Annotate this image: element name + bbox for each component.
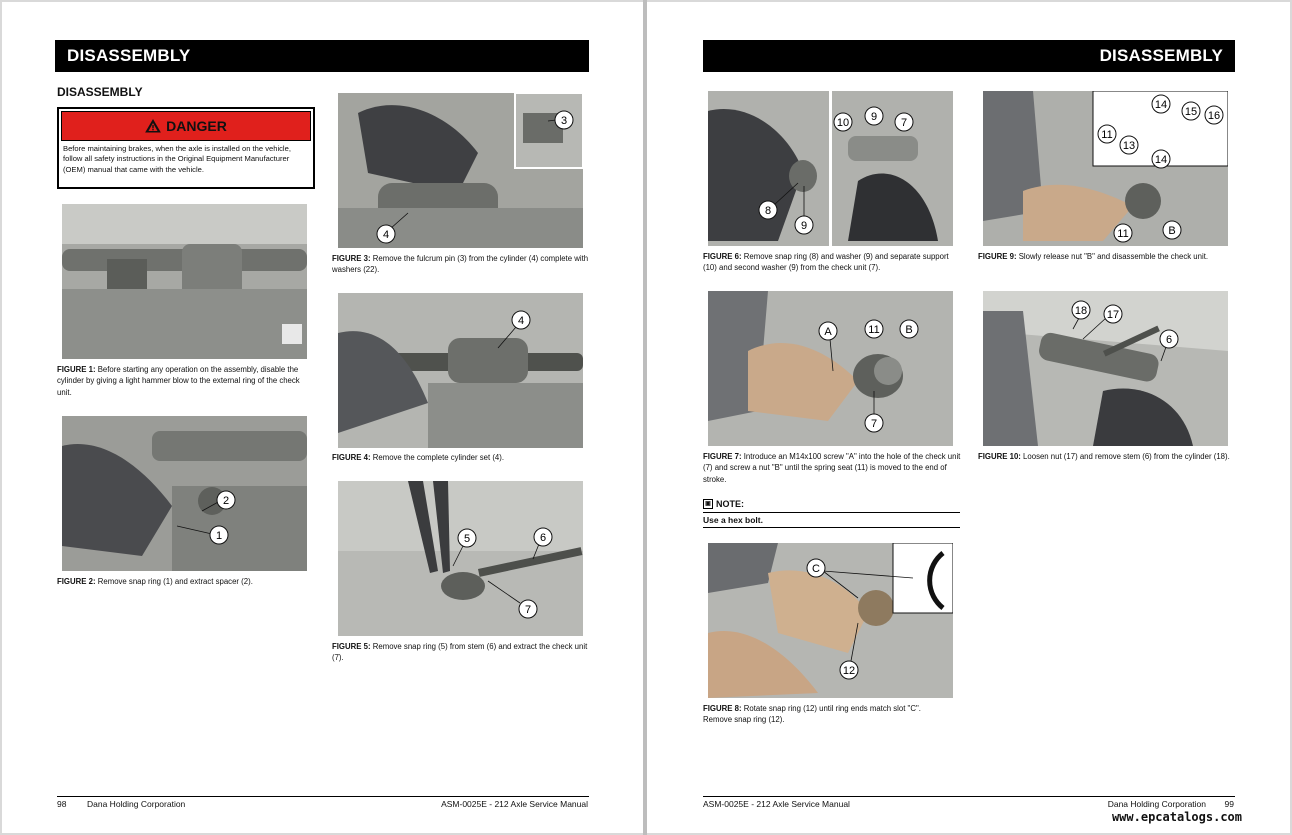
warning-icon <box>145 119 161 133</box>
figure-1-text: Before starting any operation on the assembly, disable the cylinder by giving a light hammer blow to the external ring of the check unit. <box>57 365 300 397</box>
footer-rule <box>703 796 1235 797</box>
figure-1-caption <box>57 364 314 398</box>
footer-page-number: 98 <box>57 799 67 809</box>
note-text: Use a hex bolt. <box>703 515 763 525</box>
figure-7-callout-3: B <box>905 324 913 336</box>
danger-text: Before maintaining brakes, when the axle is installed on the vehicle, follow all safety instructions in the Original Equipment Manufacturer (OEM) manual that came with the vehicle. <box>63 144 291 174</box>
figure-3-callout-2: 4 <box>382 229 390 241</box>
danger-box <box>57 107 315 189</box>
figure-5-text: Remove snap ring (5) from stem (6) and extract the check unit (7). <box>332 642 588 663</box>
figure-8-callout-2: 12 <box>842 665 856 677</box>
watermark: www.epcatalogs.com <box>1111 810 1242 824</box>
figure-9-callout-1: 14 <box>1154 99 1168 111</box>
figure-5-callout-2: 6 <box>539 532 547 544</box>
figure-3-photo <box>338 93 583 248</box>
figure-9-callout-3: 16 <box>1207 110 1221 122</box>
danger-label: DANGER <box>166 118 227 134</box>
figure-9-text: Slowly release nut "B" and disassemble the check unit. <box>1016 252 1209 261</box>
figure-9-photo <box>983 91 1228 246</box>
footer-manual: ASM-0025E - 212 Axle Service Manual <box>441 799 588 809</box>
figure-6-label: FIGURE 6: <box>703 252 742 261</box>
figure-5-photo <box>338 481 583 636</box>
figure-9-callout-6: 14 <box>1154 154 1168 166</box>
figure-2-callout-2: 1 <box>215 530 223 542</box>
figure-10-caption <box>978 451 1236 462</box>
figure-3-caption <box>332 253 589 276</box>
page-header: DISASSEMBLY <box>703 40 1235 72</box>
figure-5-callout-3: 7 <box>524 604 532 616</box>
figure-4-label: FIGURE 4: <box>332 453 371 462</box>
footer-page-number: 99 <box>1224 799 1234 809</box>
figure-1-label: FIGURE 1: <box>57 365 96 374</box>
figure-9-callout-2: 15 <box>1184 106 1198 118</box>
left-page <box>2 2 643 833</box>
figure-9-callout-4: 11 <box>1101 129 1113 141</box>
figure-4-text: Remove the complete cylinder set (4). <box>370 453 505 462</box>
figure-10-label: FIGURE 10: <box>978 452 1021 461</box>
footer-manual: ASM-0025E - 212 Axle Service Manual <box>703 799 850 809</box>
right-page <box>647 2 1290 833</box>
footer-company: Dana Holding Corporation <box>1107 799 1206 809</box>
figure-6-callout-4: 8 <box>764 205 772 217</box>
figure-2-label: FIGURE 2: <box>57 577 96 586</box>
figure-7-callout-1: A <box>824 326 832 338</box>
figure-1-photo <box>62 204 307 359</box>
figure-7-callout-4: 7 <box>870 418 878 430</box>
figure-7-text: Introduce an M14x100 screw "A" into the hole of the check unit (7) and screw a nut "B" until the spring seat (11) is moved to the end of stroke. <box>703 452 961 484</box>
figure-4-callout-1: 4 <box>517 315 525 327</box>
figure-2-text: Remove snap ring (1) and extract spacer (2). <box>95 577 253 586</box>
figure-10-callout-2: 17 <box>1106 309 1120 321</box>
figure-10-text: Loosen nut (17) and remove stem (6) from the cylinder (18). <box>1020 452 1230 461</box>
figure-8-photo <box>708 543 953 698</box>
figure-9-callout-5: 13 <box>1122 140 1136 152</box>
figure-2-caption <box>57 576 314 587</box>
note-rule-top <box>703 512 960 513</box>
figure-6-photo <box>708 91 953 246</box>
figure-6-text: Remove snap ring (8) and washer (9) and separate support (10) and second washer (9) from the check unit (7). <box>703 252 949 273</box>
note-icon: ▣ <box>703 499 713 509</box>
danger-header <box>61 111 311 141</box>
figure-7-label: FIGURE 7: <box>703 452 742 461</box>
figure-3-callout-1: 3 <box>560 115 568 127</box>
figure-7-callout-2: 11 <box>868 324 880 336</box>
figure-9-callout-7: 11 <box>1117 228 1129 240</box>
footer-company: Dana Holding Corporation <box>87 799 186 809</box>
footer-rule <box>57 796 589 797</box>
figure-8-label: FIGURE 8: <box>703 704 742 713</box>
figure-3-label: FIGURE 3: <box>332 254 371 263</box>
figure-8-caption <box>703 703 961 726</box>
figure-7-photo <box>708 291 953 446</box>
figure-2-photo <box>62 416 307 571</box>
figure-9-caption <box>978 251 1236 262</box>
figure-9-callout-8: B <box>1168 225 1176 237</box>
figure-4-photo <box>338 293 583 448</box>
section-title: DISASSEMBLY <box>57 85 143 99</box>
figure-2-callout-1: 2 <box>222 495 230 507</box>
figure-6-callout-1: 10 <box>836 117 850 129</box>
page-header: DISASSEMBLY <box>55 40 589 72</box>
figure-4-caption <box>332 452 589 463</box>
figure-9-label: FIGURE 9: <box>978 252 1017 261</box>
figure-5-caption <box>332 641 590 664</box>
figure-8-callout-1: C <box>812 563 820 575</box>
figure-6-callout-2: 9 <box>870 111 878 123</box>
figure-8-text-2: Remove snap ring (12). <box>703 715 785 725</box>
figure-10-callout-1: 18 <box>1074 305 1088 317</box>
note-rule-bottom <box>703 527 960 528</box>
figure-3-text: Remove the fulcrum pin (3) from the cylinder (4) complete with washers (22). <box>332 254 589 275</box>
figure-5-callout-1: 5 <box>463 533 471 545</box>
figure-6-callout-5: 9 <box>800 220 808 232</box>
figure-5-label: FIGURE 5: <box>332 642 371 651</box>
figure-8-text: Rotate snap ring (12) until ring ends match slot "C". <box>741 704 921 713</box>
note-title-text: NOTE: <box>716 499 744 509</box>
figure-10-photo <box>983 291 1228 446</box>
figure-6-callout-3: 7 <box>900 117 908 129</box>
figure-7-caption <box>703 451 961 485</box>
figure-10-callout-3: 6 <box>1165 334 1173 346</box>
figure-6-caption <box>703 251 961 274</box>
note-title <box>703 499 744 509</box>
